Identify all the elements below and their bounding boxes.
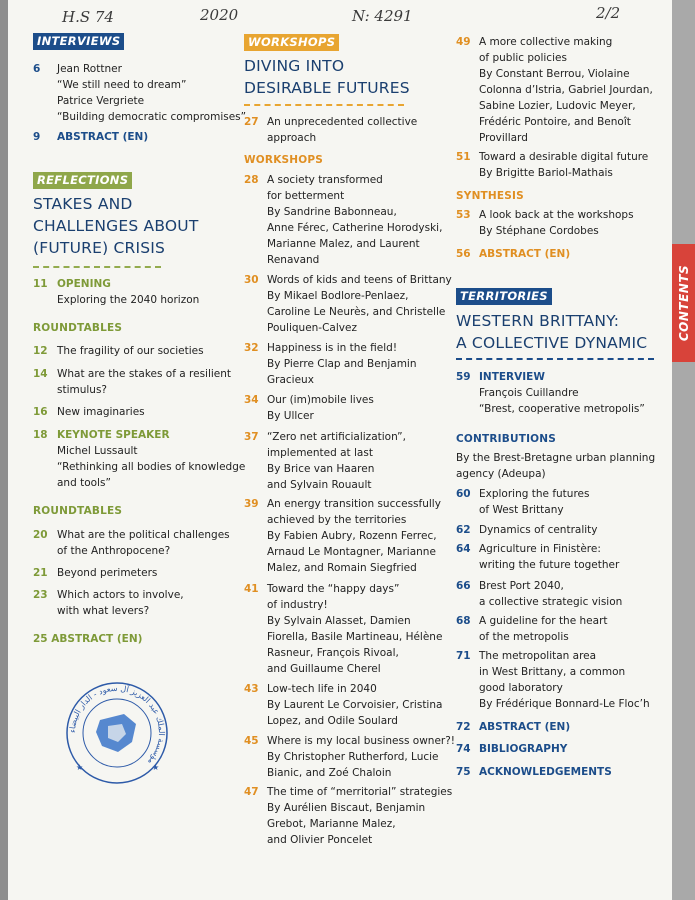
page-number: 37 [244,431,259,443]
page-number: 75 [456,766,471,778]
page-number: 66 [456,580,471,592]
page-number: 59 [456,371,471,383]
entry-line: Low-tech life in 2040 [267,683,377,695]
workshops-title [244,55,410,99]
intro-line: agency (Adeupa) [456,468,546,480]
page-number: 51 [456,151,471,163]
entry-line: in West Brittany, a common [479,666,626,678]
entry-line: François Cuillandre [479,387,579,399]
contents-tab [672,244,695,362]
entry-line: for betterment [267,190,345,202]
entry-label: ACKNOWLEDGEMENTS [479,766,612,778]
entry-line: Colonna d’Istria, Gabriel Jourdan, [479,84,653,96]
page-number: 39 [244,498,259,510]
entry-label [33,631,223,647]
territories-tag: TERRITORIES [456,288,552,305]
intro-line: By the Brest-Bretagne urban planning [456,452,656,464]
entry-line: of the Anthropocene? [57,545,171,557]
entry-line: By Brice van Haaren [267,463,375,475]
entry-line: By Mikael Bodlore-Penlaez, [267,290,409,302]
entry-line: Fiorella, Basile Martineau, Hélène [267,631,443,643]
entry-line: An energy transition successfully [267,498,441,510]
contents-tab-label: CONTENTS [676,264,691,342]
page-number: 53 [456,209,471,221]
page-number: 34 [244,394,259,406]
entry-line: approach [267,132,317,144]
entry-line: Grebot, Marianne Malez, [267,818,396,830]
entry-line: Beyond perimeters [57,567,158,579]
handwritten-ref: H.S 74 [62,8,114,26]
page-number: 62 [456,524,471,536]
roundtables-heading: ROUNDTABLES [33,322,123,334]
page-number: 23 [33,589,48,601]
entry-line: Toward a desirable digital future [479,151,649,163]
entry-line: of public policies [479,52,567,64]
title-line: DIVING INTO [244,57,345,75]
entry-line: Gracieux [267,374,314,386]
entry-line: The metropolitan area [479,650,597,662]
entry-label: ABSTRACT (EN) [57,131,149,143]
entry-line: What are the political challenges [57,529,230,541]
territories-divider [456,358,654,360]
entry-line: A society transformed [267,174,383,186]
entry-line: By Pierre Clap and Benjamin [267,358,417,370]
territories-title [456,310,647,354]
entry-line: By Constant Berrou, Violaine [479,68,630,80]
entry-label: BIBLIOGRAPHY [479,743,568,755]
entry-line: A look back at the workshops [479,209,634,221]
scan-edge [672,0,695,900]
entry-line: Where is my local business owner?! [267,735,456,747]
entry-line: By Sylvain Alasset, Damien [267,615,411,627]
stamp-arc-text: مؤسسة الملك عبد العزيز آل سعود - الدار البيضاء [67,683,167,767]
title-line: DESIRABLE FUTURES [244,79,410,97]
entry-line: By Christopher Rutherford, Lucie [267,751,439,763]
entry-line: Bianic, and Zoé Chaloin [267,767,392,779]
entry-line: Marianne Malez, and Laurent [267,238,420,250]
entry-line: Michel Lussault [57,445,138,457]
workshops-heading: WORKSHOPS [244,154,324,166]
page-number: 32 [244,342,259,354]
handwritten-page: 2/2 [596,4,621,22]
entry-line: good laboratory [479,682,563,694]
entry-label-text: ABSTRACT (EN) [51,633,143,645]
entry-line: and tools” [57,477,111,489]
entry-line: Sabine Lozier, Ludovic Meyer, [479,100,636,112]
page-number: 11 [33,278,48,290]
entry-line: The fragility of our societies [57,345,204,357]
entry-line: Agriculture in Finistère: [479,543,601,555]
page-number: 71 [456,650,471,662]
entry-label: ABSTRACT (EN) [479,248,571,260]
contributions-heading: CONTRIBUTIONS [456,433,557,445]
entry-line: of the metropolis [479,631,569,643]
entry-line: Which actors to involve, [57,589,184,601]
page-number: 12 [33,345,48,357]
entry-line: writing the future together [479,559,620,571]
entry-line: of West Brittany [479,504,564,516]
page-number: 74 [456,743,471,755]
page-number: 47 [244,786,259,798]
entry-line: Rasneur, François Rivoal, [267,647,399,659]
stamp-star-icon: ★ [76,763,84,772]
entry-label: OPENING [57,278,111,290]
entry-line: with what levers? [57,605,150,617]
page-number: 20 [33,529,48,541]
entry-line: “Building democratic compromises” [57,111,247,123]
stamp-star-icon: ★ [152,763,160,772]
page-number: 56 [456,248,471,260]
entry-line: New imaginaries [57,406,145,418]
entry-line: a collective strategic vision [479,596,623,608]
entry-line: achieved by the territories [267,514,407,526]
entry-line: Frédéric Pontoire, and Benoît [479,116,631,128]
handwritten-year: 2020 [200,6,239,24]
reflections-title [33,193,199,259]
entry-line: The time of “merritorial” strategies [267,786,453,798]
entry-line: implemented at last [267,447,373,459]
entry-line: By Sandrine Babonneau, [267,206,397,218]
entry-line: Happiness is in the field! [267,342,398,354]
page-number: 21 [33,567,48,579]
page-number: 68 [456,615,471,627]
workshops-divider [244,104,404,106]
entry-line: and Sylvain Rouault [267,479,372,491]
entry-line: By Fabien Aubry, Rozenn Ferrec, [267,530,437,542]
entry-line: Anne Férec, Catherine Horodyski, [267,222,443,234]
title-line: CHALLENGES ABOUT [33,217,199,235]
entry-label: ABSTRACT (EN) [479,721,571,733]
entry-line: By Laurent Le Corvoisier, Cristina [267,699,443,711]
entry-line: By Ullcer [267,410,314,422]
entry-line: Caroline Le Neurès, and Christelle [267,306,446,318]
entry-line: and Guillaume Cherel [267,663,381,675]
title-line: (FUTURE) CRISIS [33,239,166,257]
page-number: 30 [244,274,259,286]
entry-line: By Brigitte Bariol-Mathais [479,167,613,179]
entry-line: Renavand [267,254,320,266]
entry-line: By Stéphane Cordobes [479,225,599,237]
entry-line: Jean Rottner [57,63,122,75]
entry-line: By Frédérique Bonnard-Le Floc’h [479,698,650,710]
page-number: 6 [33,63,41,75]
page-number: 45 [244,735,259,747]
entry-line: Provillard [479,132,528,144]
handwritten-number: N: 4291 [352,7,413,25]
entry-line: Brest Port 2040, [479,580,564,592]
entry-line: Pouliquen-Calvez [267,322,357,334]
entry-line: Lopez, and Odile Soulard [267,715,398,727]
library-stamp [62,678,172,788]
title-line: A COLLECTIVE DYNAMIC [456,334,648,352]
page-number: 72 [456,721,471,733]
entry-label: KEYNOTE SPEAKER [57,429,170,441]
synthesis-heading: SYNTHESIS [456,190,524,202]
page-number: 41 [244,583,259,595]
workshops-tag: WORKSHOPS [244,34,339,51]
page-number: 27 [244,116,259,128]
interviews-tag: INTERVIEWS [33,33,124,50]
page-number: 43 [244,683,259,695]
entry-line: “Rethinking all bodies of knowledge [57,461,246,473]
entry-line: By Aurélien Biscaut, Benjamin [267,802,426,814]
page-number: 18 [33,429,48,441]
entry-line: A guideline for the heart [479,615,608,627]
entry-line: Toward the “happy days” [267,583,400,595]
entry-line: “Zero net artificialization”, [267,431,406,443]
entry-line: stimulus? [57,384,108,396]
entry-line: “Brest, cooperative metropolis” [479,403,645,415]
roundtables-heading-2: ROUNDTABLES [33,505,123,517]
entry-label: INTERVIEW [479,371,545,383]
reflections-divider [33,266,161,268]
entry-line: Malez, and Romain Siegfried [267,562,417,574]
entry-line: Patrice Vergriete [57,95,145,107]
entry-line: Arnaud Le Montagner, Marianne [267,546,436,558]
title-line: STAKES AND [33,195,133,213]
page-number: 25 [33,633,48,645]
title-line: WESTERN BRITTANY: [456,312,620,330]
entry-line: “We still need to dream” [57,79,187,91]
page-number: 16 [33,406,48,418]
reflections-tag: REFLECTIONS [33,172,132,189]
page-number: 49 [456,36,471,48]
page-number: 28 [244,174,259,186]
page-number: 9 [33,131,41,143]
entry-line: Our (im)mobile lives [267,394,374,406]
entry-line: of industry! [267,599,328,611]
entry-line: An unprecedented collective [267,116,418,128]
page-number: 60 [456,488,471,500]
entry-line: Words of kids and teens of Brittany [267,274,452,286]
entry-line: Exploring the futures [479,488,590,500]
entry-line: A more collective making [479,36,613,48]
page-number: 64 [456,543,471,555]
entry-line: Exploring the 2040 horizon [57,294,200,306]
entry-line: and Olivier Poncelet [267,834,373,846]
entry-line: What are the stakes of a resilient [57,368,232,380]
entry-line: Dynamics of centrality [479,524,598,536]
page-number: 14 [33,368,48,380]
